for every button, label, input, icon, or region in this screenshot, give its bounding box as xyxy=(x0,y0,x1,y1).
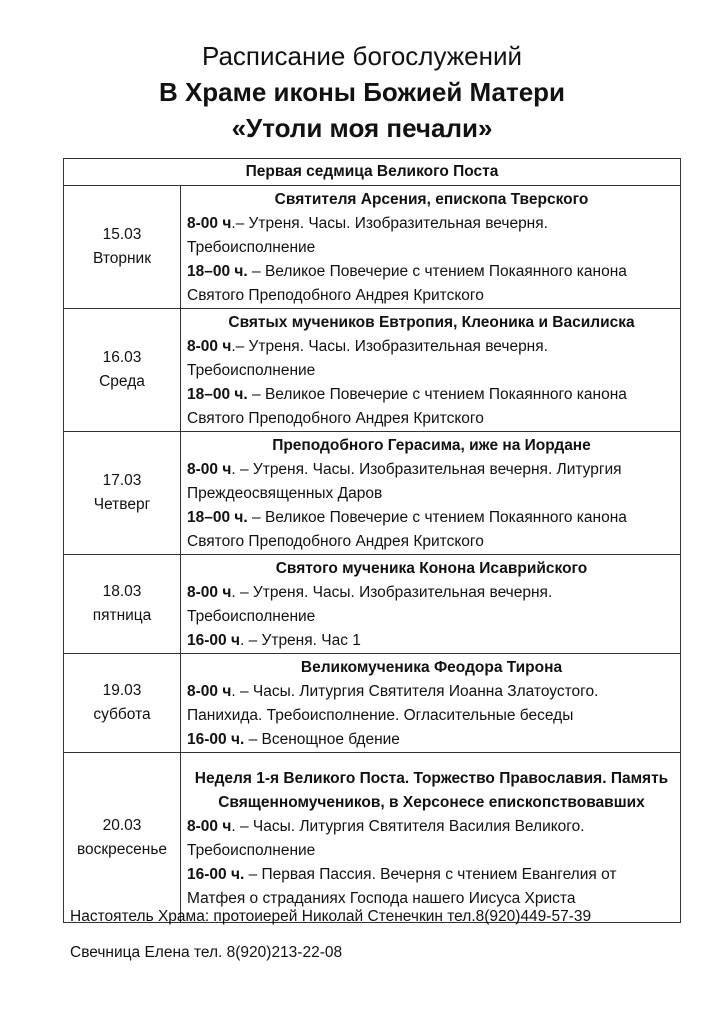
date: 18.03 xyxy=(102,583,142,600)
title-line-2: В Храме иконы Божией Матери xyxy=(158,77,566,107)
service-text: – Великое Повечерие с чтением Покаянного канона Святого Преподобного Андрея Критского xyxy=(187,386,627,427)
title-line-1: Расписание богослужений xyxy=(201,41,522,71)
service-text: . – Часы. Литургия Святителя Василия Великого. Требоисполнение xyxy=(187,817,585,859)
service-text: . – Утреня. Часы. Изобразительная вечерня. Литургия Преждеосвященных Даров xyxy=(187,461,622,502)
service-time: 8-00 ч xyxy=(187,683,232,700)
date: 16.03 xyxy=(102,349,142,366)
service-time: 8-00 ч xyxy=(187,817,232,835)
date: 17.03 xyxy=(102,472,142,489)
footer-rector: Настоятель Храма: протоиерей Николай Стенечкин тел.8(920)449-57-39 xyxy=(70,908,592,925)
title-block xyxy=(0,38,724,146)
service-entry xyxy=(187,863,676,911)
weekday: пятница xyxy=(92,607,152,624)
service-time: 16-00 ч. xyxy=(187,731,245,748)
service-text: . – Утреня. Часы. Изобразительная вечерня. Требоисполнение xyxy=(187,584,553,625)
weekday: Вторник xyxy=(93,250,151,267)
date-cell xyxy=(64,555,181,654)
service-time: 18–00 ч. xyxy=(187,509,248,526)
service-text: .– Утреня. Часы. Изобразительная вечерня. Требоисполнение xyxy=(187,215,548,256)
services-cell xyxy=(181,309,681,432)
service-entry xyxy=(187,629,676,653)
services-cell xyxy=(181,753,681,923)
date-cell xyxy=(64,309,181,432)
services-cell xyxy=(181,432,681,555)
date-cell xyxy=(64,654,181,753)
footer-candle-seller: Свечница Елена тел. 8(920)213-22-08 xyxy=(70,944,343,961)
saint-commemoration: Великомученика Феодора Тирона xyxy=(300,659,563,676)
date-cell xyxy=(64,186,181,309)
day-row xyxy=(64,432,681,555)
services-cell xyxy=(181,654,681,753)
service-entry xyxy=(187,383,676,431)
day-row xyxy=(64,186,681,309)
weekday: суббота xyxy=(93,706,151,723)
service-time: 8-00 ч xyxy=(187,338,232,355)
date: 20.03 xyxy=(102,816,142,834)
weekday: Среда xyxy=(99,373,145,390)
service-entry xyxy=(187,335,676,383)
service-entry xyxy=(187,458,676,506)
service-time: 8-00 ч xyxy=(187,215,232,232)
service-entry xyxy=(187,212,676,260)
week-heading-row xyxy=(64,159,681,186)
service-text: . – Утреня. Час 1 xyxy=(239,632,361,649)
service-text: – Всенощное бдение xyxy=(244,731,400,748)
service-time: 8-00 ч xyxy=(187,584,232,601)
day-row xyxy=(64,753,681,923)
weekday: воскресенье xyxy=(76,840,168,858)
service-entry xyxy=(187,260,676,308)
service-entry xyxy=(187,815,676,863)
date-cell xyxy=(64,753,181,923)
saint-commemoration: Преподобного Герасима, иже на Иордане xyxy=(272,437,591,454)
saint-commemoration: Святителя Арсения, епископа Тверского xyxy=(274,191,589,208)
saint-commemoration: Святого мученика Конона Исаврийского xyxy=(275,560,588,577)
schedule-table xyxy=(63,158,681,923)
service-time: 16-00 ч xyxy=(187,632,240,649)
service-text: – Великое Повечерие с чтением Покаянного канона Святого Преподобного Андрея Критского xyxy=(187,263,627,304)
saint-commemoration: Святых мучеников Евтропия, Клеоника и Василиска xyxy=(228,314,635,331)
title-line-3: «Утоли моя печали» xyxy=(231,113,493,143)
week-heading: Первая седмица Великого Поста xyxy=(64,159,681,186)
service-entry xyxy=(187,680,676,728)
saint-commemoration: Неделя 1-я Великого Поста. Торжество Православия. Память Священномучеников, в Херсонесе епископствовавших xyxy=(194,769,669,811)
date: 19.03 xyxy=(102,682,142,699)
service-time: 18–00 ч. xyxy=(187,386,248,403)
service-text: .– Утреня. Часы. Изобразительная вечерня. Требоисполнение xyxy=(187,338,548,379)
service-entry xyxy=(187,581,676,629)
service-entry xyxy=(187,728,676,752)
service-text: – Первая Пассия. Вечерня с чтением Евангелия от Матфея о страданиях Господа нашего Иисуса Христа xyxy=(187,865,617,907)
service-time: 16-00 ч. xyxy=(187,865,245,883)
day-row xyxy=(64,555,681,654)
service-entry xyxy=(187,506,676,554)
services-cell xyxy=(181,555,681,654)
service-text: – Великое Повечерие с чтением Покаянного канона Святого Преподобного Андрея Критского xyxy=(187,509,627,550)
date: 15.03 xyxy=(102,226,142,243)
service-text: . – Часы. Литургия Святителя Иоанна Златоустого. Панихида. Требоисполнение. Огласительные беседы xyxy=(187,683,599,724)
day-row xyxy=(64,654,681,753)
weekday: Четверг xyxy=(93,496,151,513)
service-time: 18–00 ч. xyxy=(187,263,248,280)
date-cell xyxy=(64,432,181,555)
day-row xyxy=(64,309,681,432)
services-cell xyxy=(181,186,681,309)
service-time: 8-00 ч xyxy=(187,461,232,478)
